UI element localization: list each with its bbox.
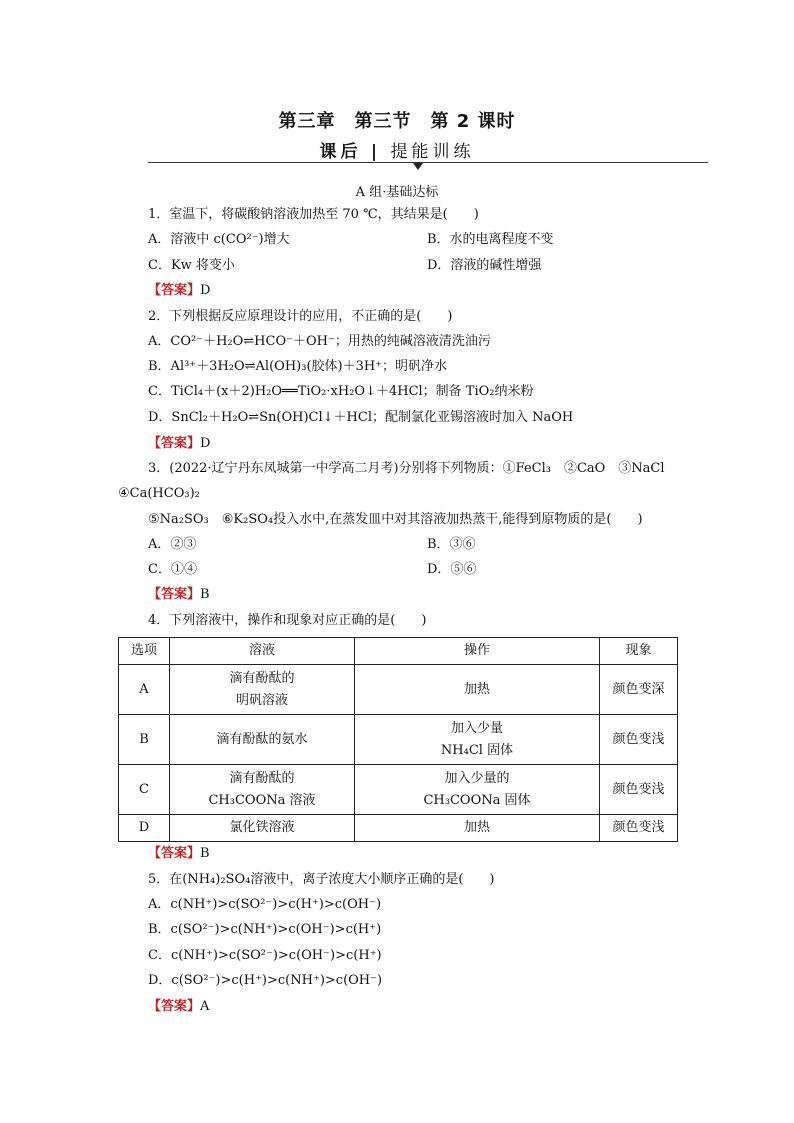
q1-option-d: D．溶液的碱性增强 bbox=[427, 258, 542, 273]
q3-stem-line2: ④Ca(HCO₃)₂ bbox=[118, 486, 200, 501]
operation-cell: 加热 bbox=[355, 815, 600, 842]
solution-line: 滴有酚酞的 bbox=[229, 670, 295, 686]
operation-line: 加入少量的 bbox=[444, 770, 510, 786]
solution-cell: 滴有酚酞的氨水 bbox=[170, 715, 355, 765]
q1-stem: 1．室温下，将碳酸钠溶液加热至 70 ℃，其结果是( ) bbox=[148, 207, 479, 222]
q2-option-a: A．CO²⁻＋H₂O⇌HCO⁻＋OH⁻；用热的纯碱溶液清洗油污 bbox=[148, 334, 491, 349]
q2-option-d: D．SnCl₂＋H₂O⇌Sn(OH)Cl↓＋HCl；配制氯化亚锡溶液时加入 NaOH bbox=[148, 410, 574, 425]
page-subtitle bbox=[0, 137, 794, 162]
operation-cell: 加热 bbox=[355, 665, 600, 715]
table-row bbox=[119, 815, 678, 842]
subtitle-left: 课后 bbox=[319, 142, 362, 162]
result-cell: 颜色变深 bbox=[600, 665, 678, 715]
answer-value: B bbox=[200, 846, 210, 861]
option-cell: D bbox=[119, 815, 170, 842]
table-row bbox=[119, 665, 678, 715]
solution-line: 滴有酚酞的 bbox=[229, 770, 295, 786]
q3-answer bbox=[148, 587, 210, 603]
operation-line: 加入少量 bbox=[450, 720, 503, 736]
group-heading: A 组·基础达标 bbox=[355, 185, 439, 200]
result-cell: 颜色变浅 bbox=[600, 715, 678, 765]
table-header-row bbox=[119, 638, 678, 665]
q3-stem-line3: ⑤Na₂SO₃ ⑥K₂SO₄投入水中,在蒸发皿中对其溶液加热蒸干,能得到原物质的是( ) bbox=[148, 512, 643, 527]
solution-line: 明矾溶液 bbox=[235, 692, 288, 708]
answer-value: D bbox=[200, 283, 211, 298]
q3-option-c: C．①④ bbox=[148, 562, 197, 577]
q3-option-b: B．③⑥ bbox=[427, 537, 476, 552]
q3-option-a: A．②③ bbox=[148, 537, 197, 552]
q2-answer bbox=[148, 436, 210, 452]
q1-answer bbox=[148, 283, 210, 299]
operation-line: NH₄Cl 固体 bbox=[440, 742, 514, 758]
answer-value: B bbox=[200, 587, 210, 602]
q4-table bbox=[118, 637, 678, 842]
q5-answer bbox=[148, 999, 209, 1015]
solution-line: CH₃COONa 溶液 bbox=[208, 792, 316, 808]
option-cell: C bbox=[119, 765, 170, 815]
q5-option-a: A．c(NH⁺)>c(SO²⁻)>c(H⁺)>c(OH⁻) bbox=[148, 897, 382, 912]
result-cell: 颜色变浅 bbox=[600, 765, 678, 815]
operation-line: CH₃COONa 固体 bbox=[423, 792, 531, 808]
answer-label: 【答案】 bbox=[148, 587, 201, 602]
solution-cell bbox=[170, 665, 355, 715]
solution-cell: 氯化铁溶液 bbox=[170, 815, 355, 842]
q4-stem: 4．下列溶液中，操作和现象对应正确的是( ) bbox=[148, 613, 427, 628]
option-cell: A bbox=[119, 665, 170, 715]
table-header-cell: 溶液 bbox=[170, 638, 355, 665]
q1-option-a: A．溶液中 c(CO²⁻)增大 bbox=[148, 232, 290, 247]
q2-stem: 2．下列根据反应原理设计的应用，不正确的是( ) bbox=[148, 309, 453, 324]
table-header-cell: 操作 bbox=[355, 638, 600, 665]
option-cell: B bbox=[119, 715, 170, 765]
solution-cell bbox=[170, 765, 355, 815]
answer-value: D bbox=[200, 436, 211, 451]
q3-option-d: D．⑤⑥ bbox=[427, 562, 477, 577]
operation-cell bbox=[355, 715, 600, 765]
operation-cell bbox=[355, 765, 600, 815]
answer-label: 【答案】 bbox=[148, 283, 201, 298]
q4-answer bbox=[148, 846, 210, 862]
header-rule bbox=[148, 162, 708, 163]
page-title: 第三章 第三节 第 2 课时 bbox=[278, 111, 516, 132]
answer-value: A bbox=[200, 999, 210, 1014]
result-cell: 颜色变浅 bbox=[600, 815, 678, 842]
q3-stem: 3．(2022·辽宁丹东凤城第一中学高二月考)分别将下列物质：①FeCl₃ ②CaO ③NaCl bbox=[148, 461, 665, 476]
q1-option-c: C．Kw 将变小 bbox=[148, 258, 235, 273]
answer-label: 【答案】 bbox=[148, 436, 201, 451]
answer-label: 【答案】 bbox=[148, 999, 201, 1014]
table-header-cell: 选项 bbox=[119, 638, 170, 665]
q2-option-b: B．Al³⁺＋3H₂O⇌Al(OH)₃(胶体)＋3H⁺；明矾净水 bbox=[148, 359, 448, 374]
q5-option-c: C．c(NH⁺)>c(SO²⁻)>c(OH⁻)>c(H⁺) bbox=[148, 948, 382, 963]
q5-option-b: B．c(SO²⁻)>c(NH⁺)>c(OH⁻)>c(H⁺) bbox=[148, 922, 382, 937]
q5-option-d: D．c(SO²⁻)>c(H⁺)>c(NH⁺)>c(OH⁻) bbox=[148, 973, 383, 988]
arrow-down-icon bbox=[413, 163, 423, 170]
q5-stem: 5．在(NH₄)₂SO₄溶液中，离子浓度大小顺序正确的是( ) bbox=[148, 872, 495, 887]
answer-label: 【答案】 bbox=[148, 846, 201, 861]
table-header-cell: 现象 bbox=[600, 638, 678, 665]
subtitle-right: 提能训练 bbox=[390, 142, 475, 162]
table-row bbox=[119, 715, 678, 765]
q1-option-b: B．水的电离程度不变 bbox=[427, 232, 554, 247]
q2-option-c: C．TiCl₄＋(x＋2)H₂O══TiO₂·xH₂O↓＋4HCl；制备 TiO₂纳米粉 bbox=[148, 384, 534, 399]
subtitle-separator: | bbox=[370, 142, 382, 162]
table-row bbox=[119, 765, 678, 815]
